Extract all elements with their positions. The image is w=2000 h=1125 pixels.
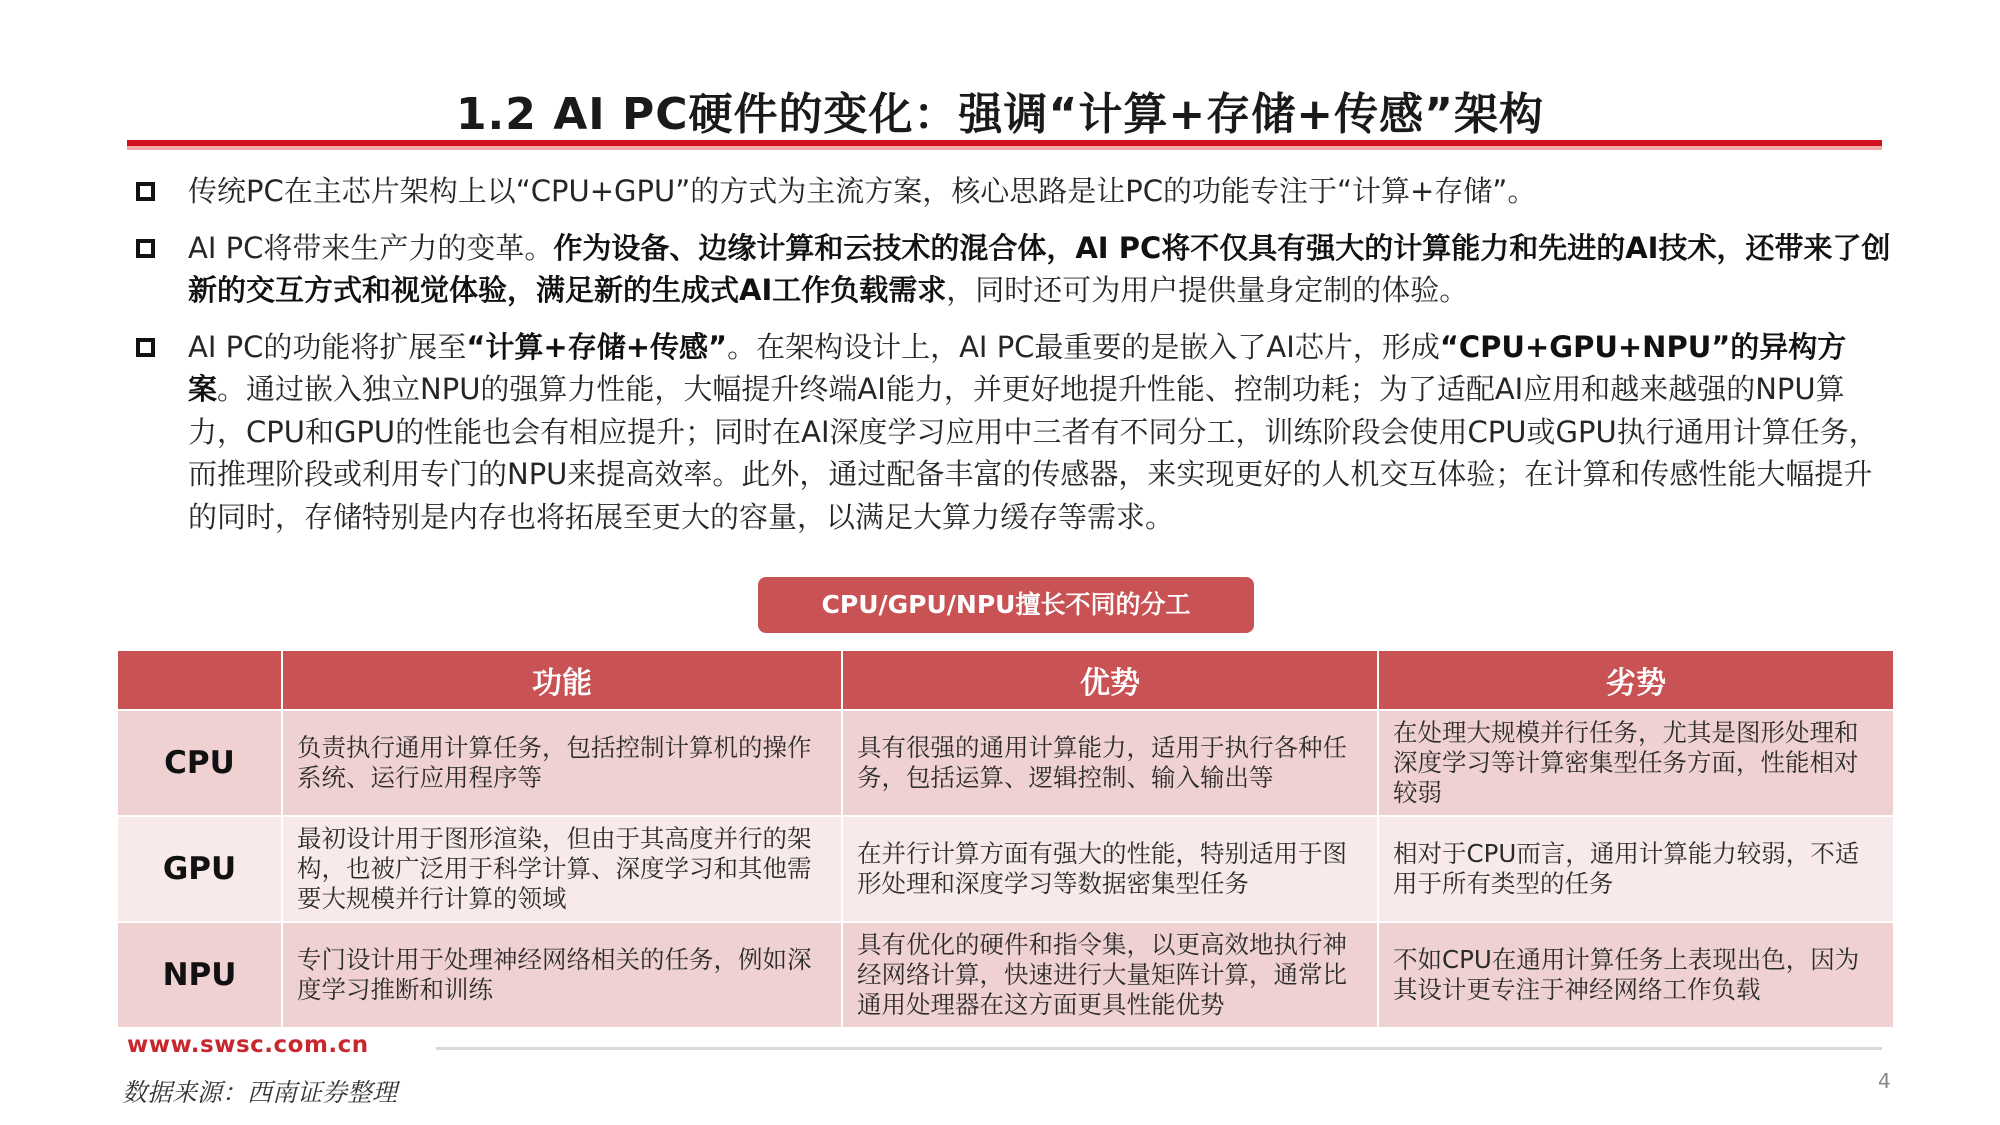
bullet-text-emphasis: “计算+存储+传感” <box>466 329 728 364</box>
disadvantage-cell: 相对于CPU而言，通用计算能力较弱，不适用于所有类型的任务 <box>1378 816 1894 922</box>
row-label: NPU <box>117 922 282 1028</box>
footer-divider <box>436 1047 1882 1050</box>
row-label: CPU <box>117 710 282 816</box>
table-header-disadvantage: 劣势 <box>1378 650 1894 710</box>
title-divider-shadow <box>127 146 1882 150</box>
table-row <box>117 816 1894 922</box>
bullet-text-emphasis: “CPU+GPU+NPU”的异构方案 <box>188 329 1847 406</box>
bullet-text: 。通过嵌入独立NPU的强算力性能，大幅提升终端AI能力，并更好地提升性能、控制功耗；为了适配AI应用和越来越强的NPU算力，CPU和GPU的性能也会有相应提升；同时在AI深度学习应用中三者有不同分工，训练阶段会使用CPU或GPU执行通用计算任务，而推理阶段或利用专门的NPU来提高效率。此外，通过配备丰富的传感器，来实现更好的人机交互体验；在计算和传感性能大幅提升的同时，存储特别是内存也将拓展至更大的容量，以满足大算力缓存等需求。 <box>188 372 1878 534</box>
bullet-text: ，同时还可为用户提供量身定制的体验。 <box>946 273 1469 307</box>
bullet-text: 传统PC在主芯片架构上以“CPU+GPU”的方式为主流方案，核心思路是让PC的功能专注于“计算+存储”。 <box>188 174 1537 208</box>
function-cell: 负责执行通用计算任务，包括控制计算机的操作系统、运行应用程序等 <box>282 710 842 816</box>
data-source-note: 数据来源：西南证券整理 <box>122 1078 398 1107</box>
bullet-item <box>132 170 1892 213</box>
advantage-cell: 具有优化的硬件和指令集，以更高效地执行神经网络计算，快速进行大量矩阵计算，通常比通用处理器在这方面更具性能优势 <box>842 922 1378 1028</box>
table-header-corner <box>117 650 282 710</box>
row-label: GPU <box>117 816 282 922</box>
bullet-text: AI PC的功能将扩展至 <box>188 329 467 364</box>
table-header-row <box>117 650 1894 710</box>
square-bullet-icon <box>136 239 155 258</box>
disadvantage-cell: 不如CPU在通用计算任务上表现出色，因为其设计更专注于神经网络工作负载 <box>1378 922 1894 1028</box>
advantage-cell: 具有很强的通用计算能力，适用于执行各种任务，包括运算、逻辑控制、输入输出等 <box>842 710 1378 816</box>
bullet-item <box>132 227 1892 312</box>
table-header-advantage: 优势 <box>842 650 1378 710</box>
bullet-text: AI PC将带来生产力的变革。 <box>188 230 554 265</box>
table-header-function: 功能 <box>282 650 842 710</box>
table-row <box>117 922 1894 1028</box>
table-row <box>117 710 1894 816</box>
function-cell: 专门设计用于处理神经网络相关的任务，例如深度学习推断和训练 <box>282 922 842 1028</box>
square-bullet-icon <box>136 338 155 357</box>
comparison-table <box>116 649 1895 1029</box>
bullet-text-emphasis: 作为设备、边缘计算和云技术的混合体，AI PC将不仅具有强大的计算能力和先进的AI技术，还带来了创新的交互方式和视觉体验，满足新的生成式AI工作负载需求 <box>188 230 1891 307</box>
disadvantage-cell: 在处理大规模并行任务，尤其是图形处理和深度学习等计算密集型任务方面，性能相对较弱 <box>1378 710 1894 816</box>
square-bullet-icon <box>136 182 155 201</box>
page-title: 1.2 AI PC硬件的变化：强调“计算+存储+传感”架构 <box>455 89 1545 140</box>
bullet-item <box>132 326 1892 539</box>
advantage-cell: 在并行计算方面有强大的性能，特别适用于图形处理和深度学习等数据密集型任务 <box>842 816 1378 922</box>
table-caption: CPU/GPU/NPU擅长不同的分工 <box>758 577 1254 633</box>
bullet-text: 。在架构设计上，AI PC最重要的是嵌入了AI芯片，形成 <box>727 329 1440 364</box>
page-number: 4 <box>1878 1069 1891 1093</box>
function-cell: 最初设计用于图形渲染，但由于其高度并行的架构，也被广泛用于科学计算、深度学习和其他需要大规模并行计算的领域 <box>282 816 842 922</box>
bullet-list <box>132 170 1892 552</box>
website-link[interactable]: www.swsc.com.cn <box>127 1032 369 1058</box>
